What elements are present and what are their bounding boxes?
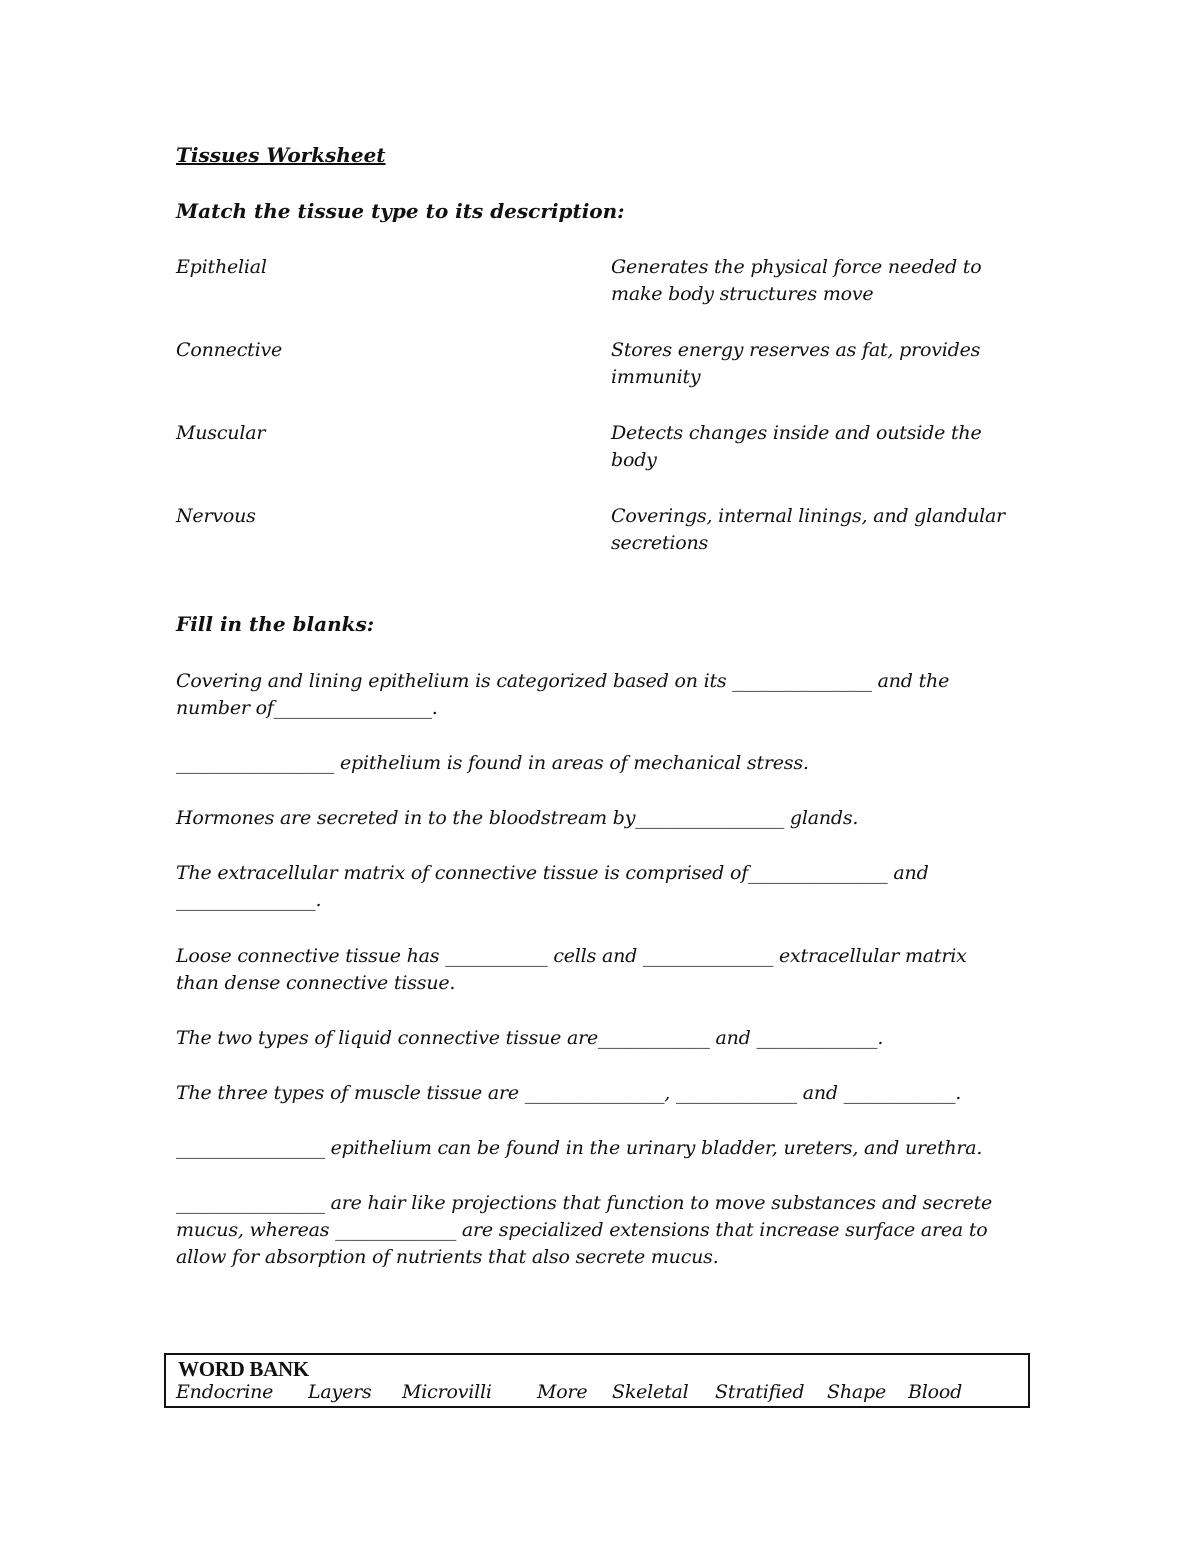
word-bank-word: More bbox=[537, 1381, 588, 1403]
fill-in-item-8 bbox=[176, 1135, 1036, 1162]
match-term-muscular: Muscular bbox=[176, 422, 266, 444]
description-line: make body structures move bbox=[611, 283, 874, 305]
word-bank-word: Blood bbox=[908, 1381, 963, 1403]
match-term-epithelial: Epithelial bbox=[176, 256, 267, 278]
fill-in-line: _______________. bbox=[176, 889, 322, 911]
worksheet-title: Tissues Worksheet bbox=[176, 143, 386, 167]
fill-in-item-9 bbox=[176, 1190, 1036, 1271]
description-line: Detects changes inside and outside the bbox=[611, 422, 982, 444]
fill-in-line: The extracellular matrix of connective tissue is comprised of_______________ and bbox=[176, 862, 929, 884]
match-description-1 bbox=[611, 254, 1031, 308]
fill-in-item-3 bbox=[176, 805, 1036, 832]
fill-in-line: Hormones are secreted in to the bloodstream by________________ glands. bbox=[176, 807, 859, 829]
fill-in-line: _________________ epithelium is found in areas of mechanical stress. bbox=[176, 752, 809, 774]
word-bank-word: Skeletal bbox=[612, 1381, 689, 1403]
fill-in-item-1 bbox=[176, 668, 1036, 722]
match-description-2 bbox=[611, 337, 1031, 391]
fill-in-line: ________________ are hair like projections that function to move substances and secrete bbox=[176, 1192, 993, 1214]
description-line: Coverings, internal linings, and glandular bbox=[611, 505, 1006, 527]
fill-in-line: The two types of liquid connective tissue are____________ and _____________. bbox=[176, 1027, 884, 1049]
fill-in-item-7 bbox=[176, 1080, 1036, 1107]
fill-in-item-6 bbox=[176, 1025, 1036, 1052]
word-bank-title: WORD BANK bbox=[178, 1357, 309, 1381]
fill-in-item-4 bbox=[176, 860, 1036, 914]
word-bank-box bbox=[164, 1353, 1030, 1408]
fill-in-line: allow for absorption of nutrients that also secrete mucus. bbox=[176, 1246, 719, 1268]
word-bank-word: Stratified bbox=[715, 1381, 805, 1403]
description-line: body bbox=[611, 449, 657, 471]
match-description-4 bbox=[611, 503, 1031, 557]
description-line: Generates the physical force needed to bbox=[611, 256, 982, 278]
fill-in-line: number of_________________. bbox=[176, 697, 438, 719]
matching-heading: Match the tissue type to its description: bbox=[176, 199, 625, 223]
match-description-3 bbox=[611, 420, 1031, 474]
word-bank-word: Layers bbox=[308, 1381, 372, 1403]
fill-in-line: mucus, whereas _____________ are specialized extensions that increase surface area to bbox=[176, 1219, 988, 1241]
match-term-nervous: Nervous bbox=[176, 505, 256, 527]
word-bank-word: Shape bbox=[827, 1381, 886, 1403]
fill-in-line: The three types of muscle tissue are _______________, _____________ and ____________. bbox=[176, 1082, 962, 1104]
description-line: secretions bbox=[611, 532, 709, 554]
fill-in-line: ________________ epithelium can be found in the urinary bladder, ureters, and urethra. bbox=[176, 1137, 983, 1159]
word-bank-word: Endocrine bbox=[176, 1381, 274, 1403]
fill-in-heading: Fill in the blanks: bbox=[176, 612, 375, 636]
fill-in-line: Loose connective tissue has ___________ cells and ______________ extracellular matrix bbox=[176, 945, 967, 967]
description-line: Stores energy reserves as fat, provides bbox=[611, 339, 981, 361]
fill-in-item-5 bbox=[176, 943, 1036, 997]
word-bank-word: Microvilli bbox=[402, 1381, 492, 1403]
fill-in-line: Covering and lining epithelium is categorized based on its _______________ and the bbox=[176, 670, 950, 692]
fill-in-line: than dense connective tissue. bbox=[176, 972, 456, 994]
match-term-connective: Connective bbox=[176, 339, 283, 361]
fill-in-item-2 bbox=[176, 750, 1036, 777]
description-line: immunity bbox=[611, 366, 701, 388]
